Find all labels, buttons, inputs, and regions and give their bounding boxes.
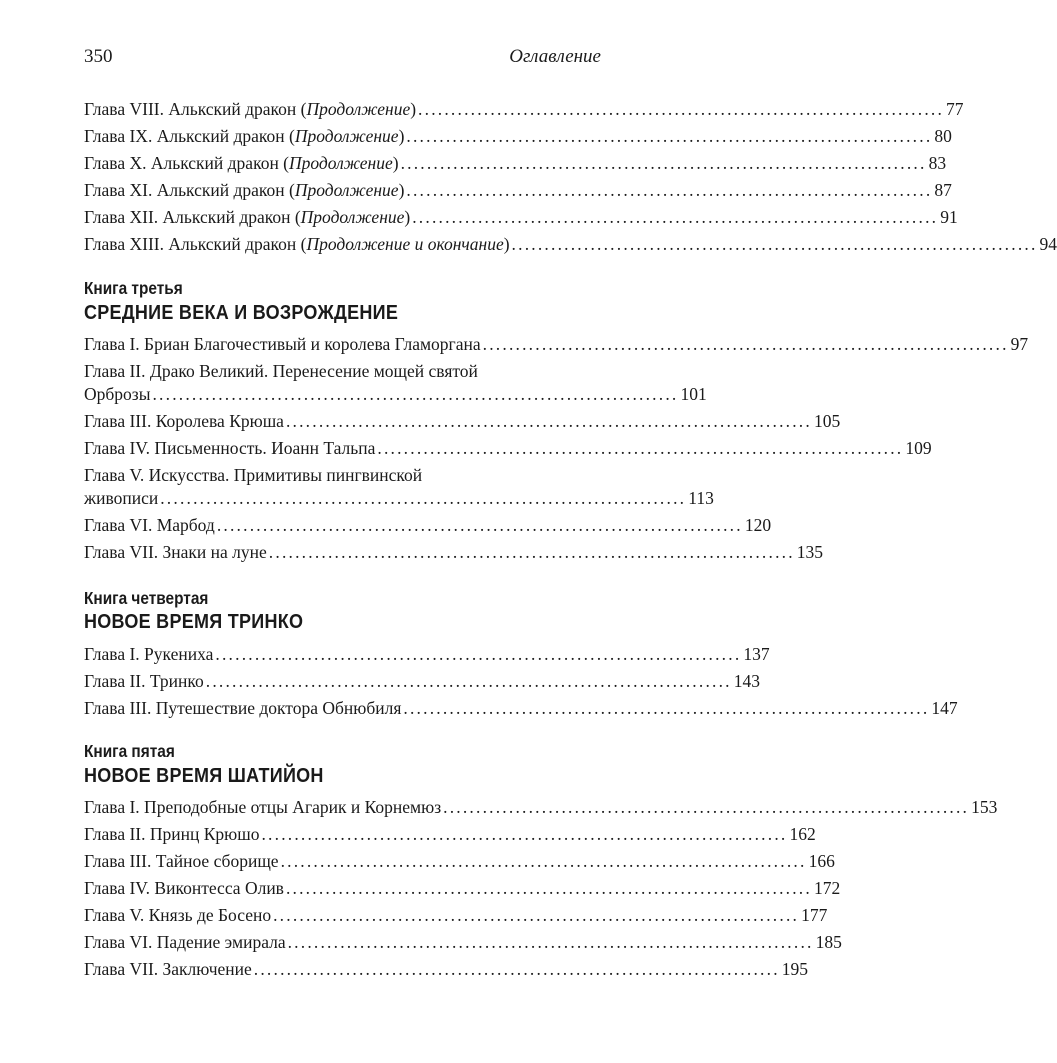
book-label: Книга третья bbox=[84, 278, 183, 298]
toc-entry-label: Глава III. Тайное сборище bbox=[84, 851, 279, 871]
toc-entry[interactable] bbox=[84, 408, 841, 434]
book-title: СРЕДНИЕ ВЕКА И ВОЗРОЖДЕНИЕ bbox=[84, 302, 399, 324]
toc-page-number: 83 bbox=[928, 153, 947, 173]
toc-page-number: 162 bbox=[789, 824, 816, 844]
toc-entry-first-line[interactable]: Глава II. Драко Великий. Перенесение мощей святой bbox=[84, 361, 478, 381]
leader-dots: ................................................................................ bbox=[285, 878, 812, 898]
leader-dots: ................................................................................ bbox=[443, 797, 970, 817]
toc-page-number: 105 bbox=[813, 411, 841, 431]
toc-page-number: 120 bbox=[744, 515, 772, 535]
leader-dots: ................................................................................ bbox=[482, 334, 1009, 354]
leader-dots: ................................................................................ bbox=[261, 824, 788, 844]
toc-entry[interactable] bbox=[84, 929, 842, 955]
leader-dots: ................................................................................ bbox=[152, 384, 679, 404]
toc-entry[interactable] bbox=[84, 695, 958, 721]
leader-dots: ................................................................................ bbox=[273, 905, 800, 925]
leader-dots: ................................................................................ bbox=[406, 126, 933, 146]
toc-entry-label: Глава IX. Алькский дракон (Продолжение) bbox=[84, 126, 405, 146]
toc-page-number: 113 bbox=[688, 488, 714, 508]
toc-entry[interactable] bbox=[84, 177, 952, 203]
toc-page-number: 143 bbox=[733, 671, 760, 691]
toc-page-number: 172 bbox=[813, 878, 841, 898]
toc-page-number: 101 bbox=[680, 384, 707, 404]
toc-entry-label: Глава VIII. Алькский дракон (Продолжение) bbox=[84, 99, 417, 119]
toc-entry-label: Глава II. Принц Крюшо bbox=[84, 824, 260, 844]
toc-entry-label: Глава XIII. Алькский дракон (Продолжение и окончание) bbox=[84, 234, 510, 254]
running-title: Оглавление bbox=[509, 46, 601, 67]
toc-entry-label: Глава V. Князь де Босено bbox=[84, 905, 272, 925]
toc-page-number: 135 bbox=[796, 542, 824, 562]
toc-entry[interactable] bbox=[84, 641, 770, 667]
toc-entry[interactable] bbox=[84, 512, 772, 538]
toc-page-number: 185 bbox=[815, 932, 842, 952]
leader-dots: ................................................................................ bbox=[406, 180, 933, 200]
toc-page-number: 153 bbox=[971, 797, 998, 817]
leader-dots: ................................................................................ bbox=[160, 488, 687, 508]
toc-entry[interactable] bbox=[84, 96, 964, 122]
toc-entry-label: Глава VI. Падение эмирала bbox=[84, 932, 286, 952]
toc-entry-label: Глава I. Рукениха bbox=[84, 644, 214, 664]
leader-dots: ................................................................................ bbox=[268, 542, 795, 562]
book-label: Книга пятая bbox=[84, 741, 175, 761]
toc-entry-label: Орброзы bbox=[84, 384, 151, 404]
toc-entry-label: Глава VI. Марбод bbox=[84, 515, 215, 535]
toc-entry-label: Глава I. Преподобные отцы Агарик и Корнемюз bbox=[84, 797, 442, 817]
leader-dots: ................................................................................ bbox=[511, 234, 1038, 254]
toc-page-number: 137 bbox=[743, 644, 770, 664]
toc-page-number: 109 bbox=[905, 438, 932, 458]
toc-entry-label: Глава II. Тринко bbox=[84, 671, 204, 691]
leader-dots: ................................................................................ bbox=[287, 932, 814, 952]
toc-entry-label: Глава VII. Знаки на луне bbox=[84, 542, 267, 562]
toc-entry[interactable] bbox=[84, 123, 952, 149]
toc-entry-label: Глава X. Алькский дракон (Продолжение) bbox=[84, 153, 399, 173]
toc-entry[interactable] bbox=[84, 381, 707, 407]
leader-dots: ................................................................................ bbox=[285, 411, 812, 431]
toc-entry[interactable] bbox=[84, 204, 958, 230]
toc-entry[interactable] bbox=[84, 435, 932, 461]
leader-dots: ................................................................................ bbox=[216, 515, 743, 535]
leader-dots: ................................................................................ bbox=[412, 207, 939, 227]
leader-dots: ................................................................................ bbox=[280, 851, 807, 871]
toc-entry[interactable] bbox=[84, 902, 828, 928]
book-title: НОВОЕ ВРЕМЯ ШАТИЙОН bbox=[84, 765, 324, 787]
toc-entry[interactable] bbox=[84, 231, 1057, 257]
toc-page-number: 80 bbox=[934, 126, 952, 146]
leader-dots: ................................................................................ bbox=[215, 644, 742, 664]
page-number: 350 bbox=[84, 46, 113, 67]
toc-entry-label: Глава III. Королева Крюша bbox=[84, 411, 284, 431]
leader-dots: ................................................................................ bbox=[403, 698, 930, 718]
toc-page-number: 147 bbox=[931, 698, 958, 718]
toc-entry-label: живописи bbox=[84, 488, 159, 508]
toc-entry[interactable] bbox=[84, 848, 835, 874]
toc-page-number: 94 bbox=[1039, 234, 1057, 254]
toc-entry[interactable] bbox=[84, 794, 998, 820]
toc-page-number: 195 bbox=[781, 959, 809, 979]
toc-page-number: 87 bbox=[934, 180, 952, 200]
toc-page-number: 91 bbox=[940, 207, 958, 227]
toc-entry-label: Глава I. Бриан Благочестивый и королева Гламоргана bbox=[84, 334, 481, 354]
leader-dots: ................................................................................ bbox=[400, 153, 927, 173]
toc-entry-label: Глава IV. Виконтесса Олив bbox=[84, 878, 284, 898]
toc-page-number: 97 bbox=[1010, 334, 1029, 354]
book-title: НОВОЕ ВРЕМЯ ТРИНКО bbox=[84, 611, 304, 633]
toc-entry[interactable] bbox=[84, 821, 816, 847]
book-label: Книга четвертая bbox=[84, 588, 209, 608]
toc-entry[interactable] bbox=[84, 485, 714, 511]
toc-entry[interactable] bbox=[84, 875, 841, 901]
toc-page-number: 77 bbox=[946, 99, 964, 119]
toc-page-number: 177 bbox=[801, 905, 828, 925]
leader-dots: ................................................................................ bbox=[377, 438, 904, 458]
toc-entry-label: Глава XII. Алькский дракон (Продолжение) bbox=[84, 207, 411, 227]
leader-dots: ................................................................................ bbox=[253, 959, 780, 979]
toc-entry-label: Глава XI. Алькский дракон (Продолжение) bbox=[84, 180, 405, 200]
toc-entry[interactable] bbox=[84, 668, 760, 694]
toc-entry-label: Глава VII. Заключение bbox=[84, 959, 252, 979]
page-header bbox=[84, 46, 601, 68]
toc-entry[interactable] bbox=[84, 331, 1029, 357]
toc-page-number: 166 bbox=[808, 851, 835, 871]
toc-entry[interactable] bbox=[84, 150, 947, 176]
toc-entry-first-line[interactable]: Глава V. Искусства. Примитивы пингвинской bbox=[84, 465, 423, 485]
leader-dots: ................................................................................ bbox=[205, 671, 732, 691]
toc-entry-label: Глава IV. Письменность. Иоанн Тальпа bbox=[84, 438, 376, 458]
toc-entry[interactable] bbox=[84, 539, 824, 565]
toc-entry[interactable] bbox=[84, 956, 809, 982]
toc-entry-label: Глава III. Путешествие доктора Обнюбиля bbox=[84, 698, 402, 718]
leader-dots: ................................................................................ bbox=[418, 99, 945, 119]
